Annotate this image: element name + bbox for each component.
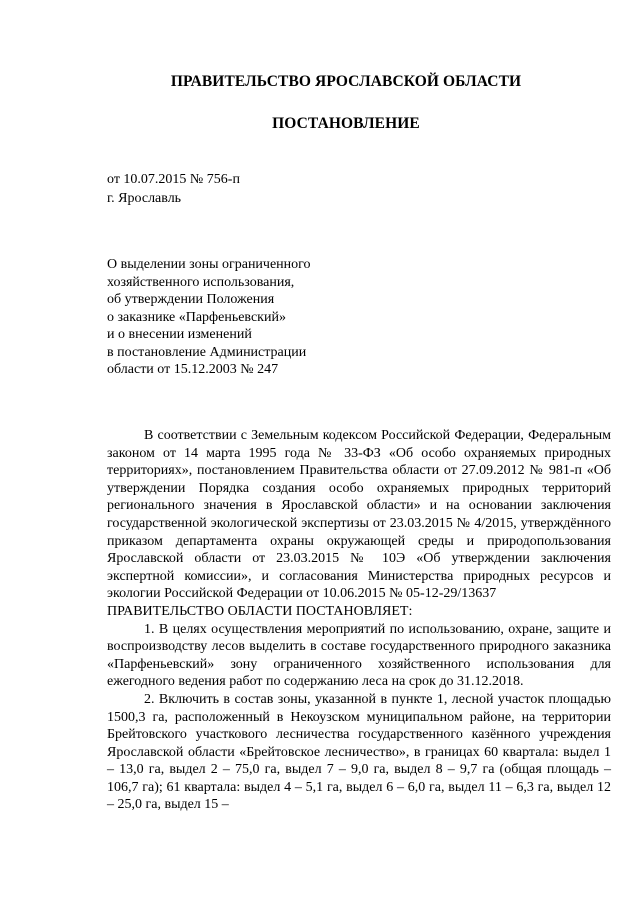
subject-line: об утверждении Положения [107, 292, 275, 307]
city: г. Ярославль [107, 191, 182, 206]
document-meta [107, 170, 240, 208]
subject-line: области от 15.12.2003 № 247 [107, 362, 279, 377]
document-body [107, 427, 611, 814]
subject-line: и о внесении изменений [107, 327, 252, 342]
subject-line: в постановление Администрации [107, 344, 307, 360]
item-1-paragraph: 1. В целях осуществления мероприятий по использованию, охране, защите и воспроизводству лесов выделить в составе государственного природного заказника «Парфеньевский» зону ограниченного хозяйственного использования для ежегодного ведения работ по содержанию леса на срок до 31.12.2018. [107, 621, 611, 690]
item-2-paragraph: 2. Включить в состав зоны, указанной в пункте 1, лесной участок площадью 1500,3 га, расположенный в Некоузском муниципальном районе, на территории Брейтовского участкового лесничества государственного казённого учреждения Ярославской области «Брейтовское лесничество», в границах 60 квартала: выдел 1 – 13,0 га, выдел 2 – 75,0 га, выдел 7 – 9,0 га, выдел 8 – 9,7 га (общая площадь – 106,7 га); 61 квартала: выдел 4 – 5,1 га, выдел 6 – 6,0 га, выдел 11 – 6,3 га, выдел 12 – 25,0 га, выдел 15 – [107, 691, 611, 813]
subject-line: О выделении зоны ограниченного [107, 257, 311, 272]
subject-line: хозяйственного использования, [107, 274, 295, 290]
document-type-heading: ПОСТАНОВЛЕНИЕ [272, 115, 420, 132]
government-heading: ПРАВИТЕЛЬСТВО ЯРОСЛАВСКОЙ ОБЛАСТИ [170, 73, 522, 90]
date-number: от 10.07.2015 № 756-п [107, 172, 240, 187]
subject-line: о заказнике «Парфеньевский» [107, 309, 286, 325]
preamble-paragraph: В соответствии с Земельным кодексом Российской Федерации, Федеральным законом от 14 марта 1995 года № 33-ФЗ «Об особо охраняемых природных территориях», постановлением Правительства области от 27.09.2012 № 981-п «Об утверждении Порядка создания особо охраняемых природных территорий регионального значения в Ярославской области» и на основании заключения государственной экологической экспертизы от 23.03.2015 № 4/2015, утверждённого приказом департамента охраны окружающей среды и природопользования Ярославской области от 23.03.2015 № 10Э «Об утверждении заключения экспертной комиссии», и согласования Министерства природных ресурсов и экологии Российской Федерации от 10.06.2015 № 05-12-29/13637 [107, 428, 611, 602]
resolution-line: ПРАВИТЕЛЬСТВО ОБЛАСТИ ПОСТАНОВЛЯЕТ: [107, 603, 413, 619]
document-subject [107, 256, 367, 379]
